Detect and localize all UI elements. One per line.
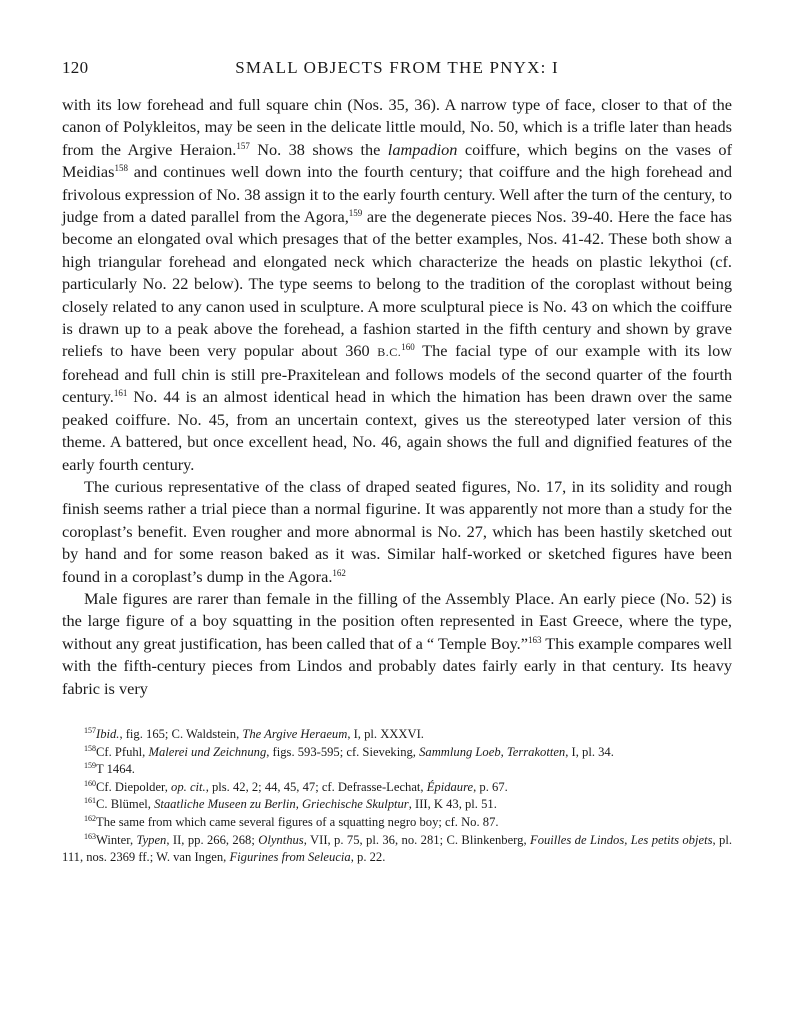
footnote-text: , pl. 111, nos. 2369 ff.; W. van Ingen,	[62, 832, 732, 865]
footnote-163	[62, 832, 732, 867]
footnote-text: Cf. Pfuhl,	[96, 744, 149, 759]
footnote-text: , p. 22.	[350, 850, 386, 865]
footnotes	[62, 726, 732, 867]
footnote-italic: op. cit.	[171, 779, 206, 794]
footnote-text: , figs. 593-595; cf. Sieveking,	[266, 744, 420, 759]
paragraph-1	[62, 94, 732, 476]
running-head	[62, 58, 732, 84]
footnote-ref-159: 159	[348, 208, 363, 219]
footnote-number: 161	[84, 796, 96, 806]
footnote-italic: Olynthus	[258, 832, 304, 847]
paragraph-1-text-5: are the degenerate pieces Nos. 39-40. Here the face has become an elongated oval which presages that of the better examples, Nos. 41-42. These both show a high triangular forehead and elongated neck which characterize the heads on plastic lekythoi (cf. particularly No. 22 below). The type seems to belong to the tradition of the coroplast without being closely related to any canon used in sculpture. A more sculptural piece is No. 43 on which the coiffure is drawn up to a peak above the forehead, a fashion started in the fifth century and shown by grave reliefs to have been very popular about 360	[62, 207, 732, 361]
page	[62, 58, 732, 867]
footnote-italic: Typen	[136, 832, 167, 847]
footnote-italic: Malerei und Zeichnung	[148, 744, 267, 759]
footnote-158	[62, 744, 732, 762]
paragraph-1-text-4: and continues well down into the fourth century; that coiffure and the high forehead and frivolous expression of No. 38 assign it to the early fourth century. Well after the turn of the century, to judge from a dated parallel from the Agora,	[62, 162, 732, 227]
era-abbreviation: B.C.	[377, 345, 402, 360]
footnote-text: , pls. 42, 2; 44, 45, 47; cf. Defrasse-Lechat,	[205, 779, 427, 794]
footnote-161	[62, 796, 732, 814]
footnote-text: C. Blümel,	[96, 797, 155, 812]
footnote-ref-160: 160	[401, 342, 415, 353]
footnote-ref-158: 158	[114, 163, 128, 174]
paragraph-1-text-2: No. 38 shows the	[249, 139, 388, 159]
paragraph-1-text-1: with its low forehead and full square chin (Nos. 35, 36). A narrow type of face, closer to that of the canon of Polykleitos, may be seen in the delicate little mould, No. 50, which is a trifle later than heads from the Argive Heraion.	[62, 95, 732, 159]
footnote-number: 157	[84, 725, 96, 735]
footnote-text: , I, pl. 34.	[565, 744, 614, 759]
footnote-text: Cf. Diepolder,	[96, 779, 172, 794]
footnote-ref-162: 162	[332, 567, 346, 578]
footnote-text: , II, pp. 266, 268;	[166, 832, 259, 847]
footnote-text: The same from which came several figures of a squatting negro boy; cf. No. 87.	[96, 814, 499, 829]
body-text	[62, 94, 732, 700]
running-title: SMALL OBJECTS FROM THE PNYX: I	[235, 58, 559, 77]
footnote-text: Winter,	[96, 832, 137, 847]
footnote-ref-161: 161	[113, 388, 128, 399]
footnote-italic: Épidaure	[426, 779, 474, 794]
footnote-italic: Ibid.	[96, 726, 120, 741]
paragraph-2	[62, 476, 732, 588]
paragraph-2-text-1: The curious representative of the class of draped seated figures, No. 17, in its solidity and rough finish seems rather a trial piece than a normal figurine. It was apparently not more than a study for the coroplast’s benefit. Even rougher and more abnormal is No. 27, which has been hastily sketched out by hand and for some reason baked as it was. Similar half-worked or sketched figures have been found in a coroplast’s dump in the Agora.	[62, 476, 732, 586]
footnote-ref-163: 163	[527, 634, 542, 645]
footnote-italic: Fouilles de Lindos, Les petits objets	[530, 832, 713, 847]
footnote-italic: Staatliche Museen zu Berlin, Griechische Skulptur	[154, 797, 409, 812]
footnote-text: , III, K 43, pl. 51.	[408, 797, 497, 812]
page-number: 120	[62, 58, 89, 77]
footnote-text: , fig. 165; C. Waldstein,	[119, 726, 243, 741]
footnote-number: 158	[84, 743, 96, 753]
paragraph-3-text-2: This example compares well with the fifth-century pieces from Lindos and probably dates fairly early in that century. Its heavy fabric is very	[62, 633, 733, 698]
footnote-text: , I, pl. XXXVI.	[347, 726, 424, 741]
footnote-number: 162	[84, 813, 96, 823]
paragraph-1-text-7: No. 44 is an almost identical head in which the himation has been drawn over the same peaked coiffure. No. 45, from an uncertain context, gives us the stereotyped later version of this theme. A battered, but once excellent head, No. 46, again shows the full and dignified features of the early fourth century.	[62, 387, 732, 474]
footnote-159	[62, 761, 732, 779]
footnote-157	[62, 726, 732, 744]
footnote-162	[62, 814, 732, 832]
footnote-italic: The Argive Heraeum	[242, 726, 348, 741]
footnote-number: 160	[84, 778, 96, 788]
paragraph-3	[62, 588, 732, 700]
paragraph-1-text-3: coiffure, which begins on the vases of Meidias	[62, 139, 732, 182]
footnote-italic: Figurines from Seleucia	[229, 850, 351, 865]
footnote-text: T 1464.	[96, 762, 135, 777]
footnote-number: 163	[84, 831, 96, 841]
footnote-italic: Sammlung Loeb, Terrakotten	[419, 744, 566, 759]
footnote-ref-157: 157	[236, 140, 250, 151]
footnote-text: , p. 67.	[473, 779, 508, 794]
paragraph-3-text-1: Male figures are rarer than female in the filling of the Assembly Place. An early piece (No. 52) is the large figure of a boy squatting in the position often represented in East Greece, where the type, without any great justification, has been called that of a “ Temple Boy.”	[62, 588, 732, 653]
footnote-160	[62, 779, 732, 797]
paragraph-1-text-6: The facial type of our example with its low forehead and full chin is still pre-Praxitelean and follows models of the second quarter of the fourth century.	[62, 341, 732, 407]
footnote-number: 159	[84, 761, 96, 771]
term-lampadion: lampadion	[387, 139, 458, 159]
footnote-text: , VII, p. 75, pl. 36, no. 281; C. Blinkenberg,	[303, 832, 530, 847]
